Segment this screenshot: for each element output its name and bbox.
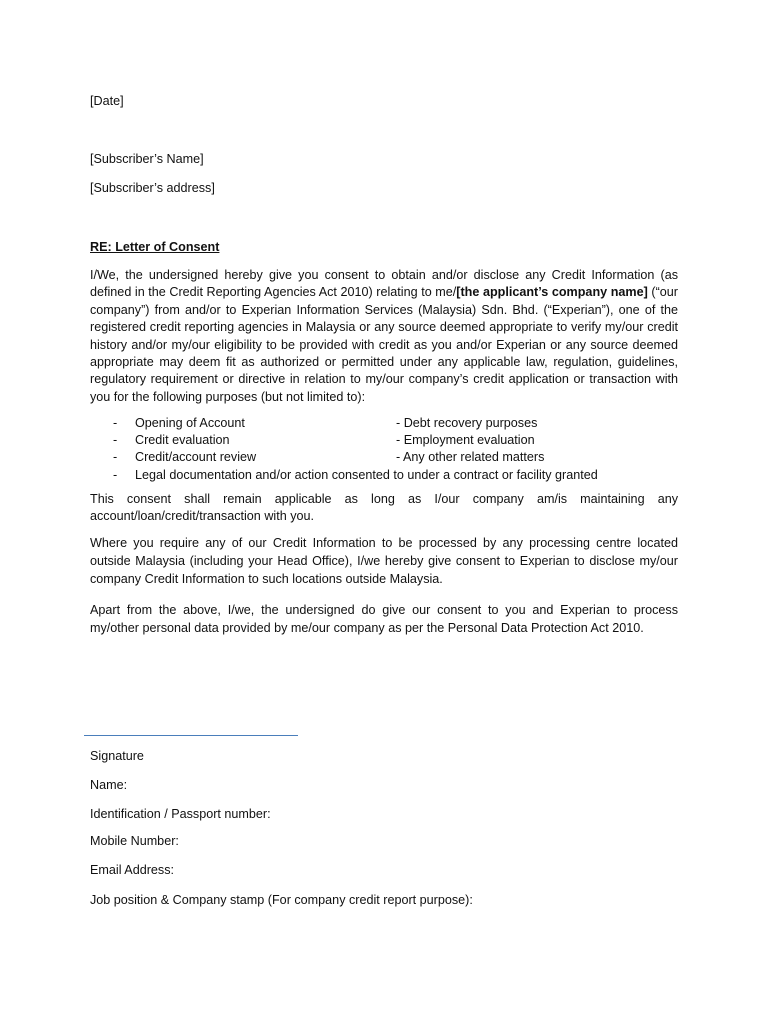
re-heading: RE: Letter of Consent [90, 240, 220, 254]
intro-text-2: (“our company”) from and/or to Experian Information Services (Malaysia) Sdn. Bhd. (“Experian”), one of the registered credit reporting agencies in Malaysia or any source deemed appropriate to verify my/our credit history and/or my/our eligibility to be provided with credit as you and/or Experian or any source deemed appropriate may deem fit as authorized or permitted under any applicable law, regulation, guidelines, regulatory requirement or directive in relation to my/our company’s credit application or transaction with you for the following purposes (but not limited to): [90, 285, 678, 404]
purpose-right: - Any other related matters [396, 450, 545, 465]
list-dash: - [113, 433, 118, 448]
intro-text-1: I/We, the undersigned hereby give you consent to obtain and/or disclose any Credit Information (as defined in the Credit Reporting Agencies Act 2010) relating to me/ [90, 268, 678, 300]
intro-paragraph [90, 267, 678, 406]
applicant-company-placeholder: [the applicant’s company name] [456, 285, 648, 300]
purpose-left: Credit/account review [135, 450, 257, 465]
purpose-left: Opening of Account [135, 416, 245, 430]
list-dash: - [113, 450, 118, 465]
email-address-label: Email Address: [90, 863, 174, 877]
signature-line [84, 735, 298, 736]
purpose-left: Legal documentation and/or action consented to under a contract or facility granted [135, 467, 598, 482]
purpose-right: - Debt recovery purposes [396, 416, 538, 430]
identification-label: Identification / Passport number: [90, 807, 271, 821]
list-dash: - [113, 416, 118, 430]
subscriber-address-placeholder: [Subscriber’s address] [90, 181, 215, 195]
list-item [90, 415, 678, 432]
job-position-label: Job position & Company stamp (For company credit report purpose): [90, 893, 473, 907]
purpose-right: - Employment evaluation [396, 433, 535, 448]
consent-duration-paragraph: This consent shall remain applicable as long as I/our company am/is maintaining any account/loan/credit/transaction with you. [90, 492, 678, 524]
purposes-list [90, 415, 678, 484]
date-placeholder: [Date] [90, 94, 124, 108]
signature-label: Signature [90, 749, 144, 763]
list-item [90, 432, 678, 449]
mobile-number-label: Mobile Number: [90, 834, 179, 848]
subscriber-name-placeholder: [Subscriber’s Name] [90, 152, 204, 166]
purpose-left: Credit evaluation [135, 433, 230, 448]
outside-malaysia-paragraph: Where you require any of our Credit Information to be processed by any processing centre located outside Malaysia (including your Head Office), I/we hereby give consent to Experian to disclose my/our company Credit Information to such locations outside Malaysia. [90, 536, 678, 586]
list-item [90, 449, 678, 466]
name-label: Name: [90, 778, 128, 792]
personal-data-paragraph: Apart from the above, I/we, the undersigned do give our consent to you and Experian to process my/other personal data provided by me/our company as per the Personal Data Protection Act 2010. [90, 603, 678, 635]
list-item [90, 467, 678, 484]
list-dash: - [113, 467, 118, 482]
